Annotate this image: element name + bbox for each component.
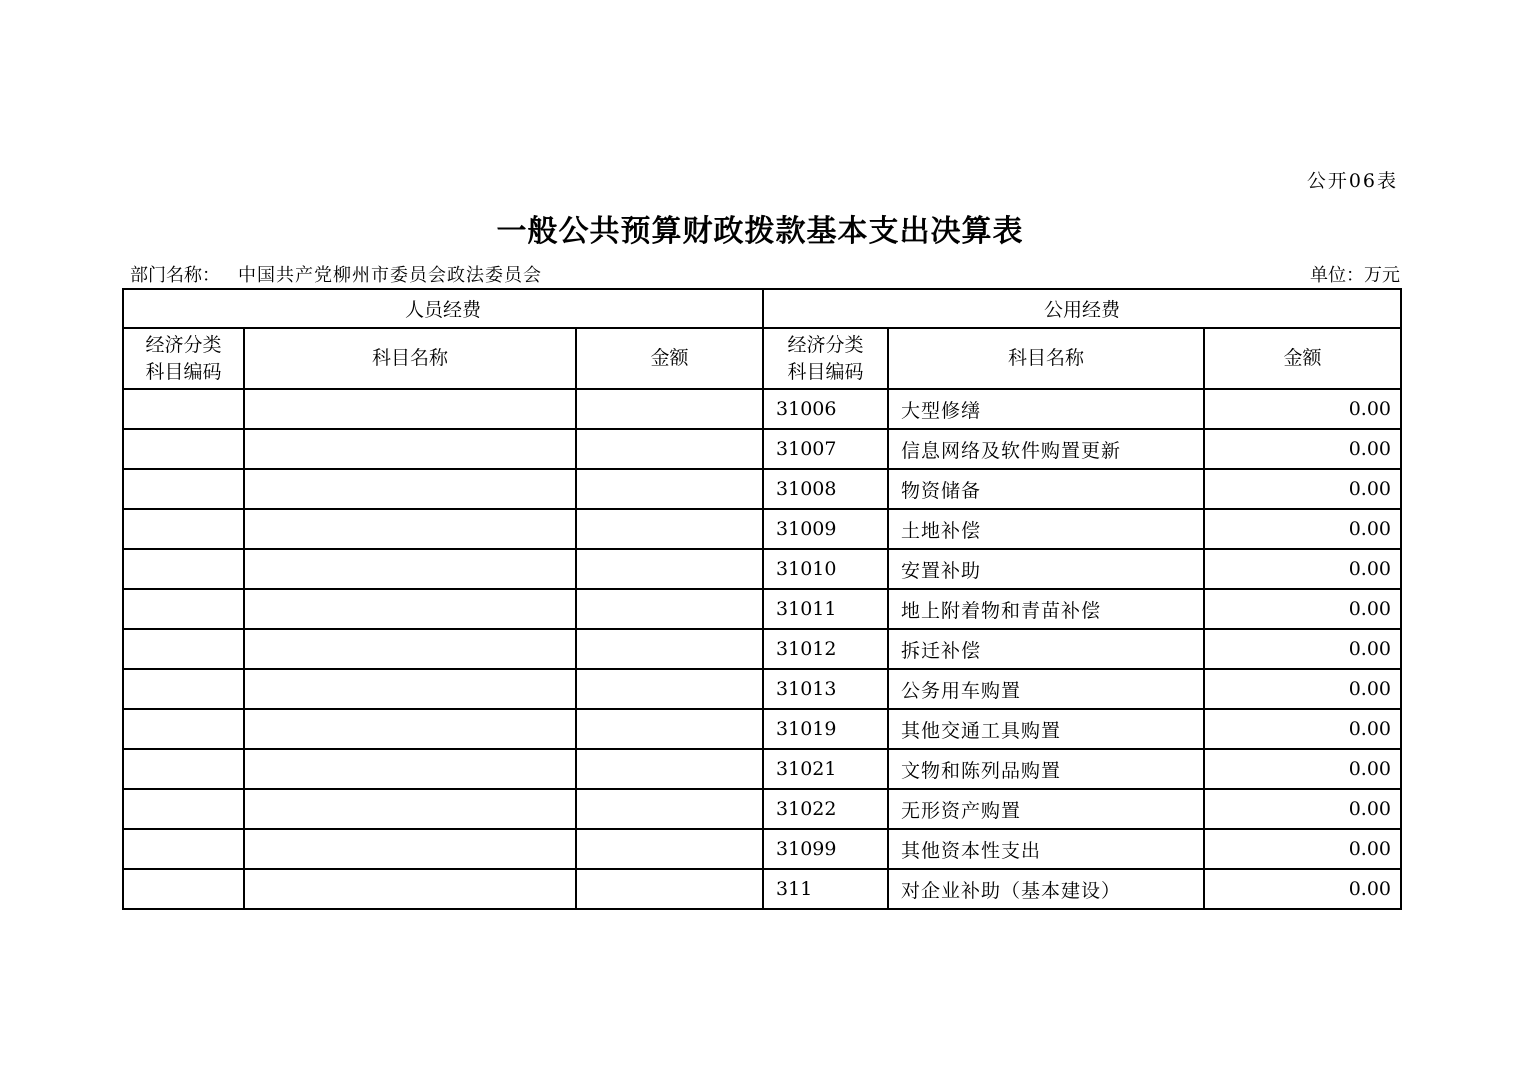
personnel-name-cell bbox=[244, 429, 576, 469]
column-header-row bbox=[123, 328, 1401, 389]
personnel-code-cell bbox=[123, 829, 244, 869]
personnel-code-cell bbox=[123, 629, 244, 669]
public-name-cell: 地上附着物和青苗补偿 bbox=[888, 589, 1204, 629]
personnel-name-cell bbox=[244, 669, 576, 709]
personnel-amount-cell bbox=[576, 549, 763, 589]
public-amount-cell: 0.00 bbox=[1204, 669, 1401, 709]
personnel-code-cell bbox=[123, 509, 244, 549]
personnel-amount-cell bbox=[576, 829, 763, 869]
personnel-amount-cell bbox=[576, 629, 763, 669]
personnel-name-cell bbox=[244, 869, 576, 909]
personnel-name-cell bbox=[244, 709, 576, 749]
public-amount-cell: 0.00 bbox=[1204, 829, 1401, 869]
personnel-name-cell bbox=[244, 549, 576, 589]
personnel-code-cell bbox=[123, 469, 244, 509]
table-row bbox=[123, 629, 1401, 669]
personnel-amount-cell bbox=[576, 429, 763, 469]
col-header-amount-public: 金额 bbox=[1204, 328, 1401, 389]
col-header-amount-personnel: 金额 bbox=[576, 328, 763, 389]
col-header-code-line2: 科目编码 bbox=[145, 360, 222, 383]
personnel-code-cell bbox=[123, 789, 244, 829]
table-row bbox=[123, 669, 1401, 709]
table-header bbox=[123, 289, 1401, 389]
public-name-cell: 无形资产购置 bbox=[888, 789, 1204, 829]
personnel-name-cell bbox=[244, 829, 576, 869]
personnel-name-cell bbox=[244, 629, 576, 669]
personnel-code-cell bbox=[123, 869, 244, 909]
public-amount-cell: 0.00 bbox=[1204, 629, 1401, 669]
public-name-cell: 公务用车购置 bbox=[888, 669, 1204, 709]
personnel-name-cell bbox=[244, 749, 576, 789]
personnel-code-cell bbox=[123, 389, 244, 429]
public-name-cell: 其他交通工具购置 bbox=[888, 709, 1204, 749]
table-row bbox=[123, 429, 1401, 469]
public-name-cell: 物资储备 bbox=[888, 469, 1204, 509]
personnel-amount-cell bbox=[576, 389, 763, 429]
table-row bbox=[123, 469, 1401, 509]
public-name-cell: 土地补偿 bbox=[888, 509, 1204, 549]
personnel-amount-cell bbox=[576, 669, 763, 709]
public-amount-cell: 0.00 bbox=[1204, 789, 1401, 829]
public-code-cell: 31022 bbox=[763, 789, 888, 829]
personnel-code-cell bbox=[123, 749, 244, 789]
unit-label: 单位：万元 bbox=[1310, 265, 1400, 286]
table-row bbox=[123, 749, 1401, 789]
table-row bbox=[123, 789, 1401, 829]
public-amount-cell: 0.00 bbox=[1204, 549, 1401, 589]
personnel-amount-cell bbox=[576, 509, 763, 549]
table-row bbox=[123, 829, 1401, 869]
form-number: 公开06表 bbox=[1306, 170, 1398, 192]
page-title: 一般公共预算财政拨款基本支出决算表 bbox=[496, 214, 1024, 249]
section-header-row bbox=[123, 289, 1401, 328]
personnel-amount-cell bbox=[576, 869, 763, 909]
personnel-code-cell bbox=[123, 669, 244, 709]
public-code-cell: 31006 bbox=[763, 389, 888, 429]
public-amount-cell: 0.00 bbox=[1204, 589, 1401, 629]
public-code-cell: 31008 bbox=[763, 469, 888, 509]
public-code-cell: 31099 bbox=[763, 829, 888, 869]
public-amount-cell: 0.00 bbox=[1204, 469, 1401, 509]
col-header-code-personnel bbox=[123, 328, 244, 389]
table-row bbox=[123, 389, 1401, 429]
col-header-code-line1: 经济分类 bbox=[787, 333, 864, 356]
public-name-cell: 大型修缮 bbox=[888, 389, 1204, 429]
public-code-cell: 31019 bbox=[763, 709, 888, 749]
col-header-code-line2: 科目编码 bbox=[787, 360, 864, 383]
personnel-name-cell bbox=[244, 389, 576, 429]
personnel-code-cell bbox=[123, 429, 244, 469]
public-code-cell: 311 bbox=[763, 869, 888, 909]
personnel-code-cell bbox=[123, 709, 244, 749]
public-code-cell: 31021 bbox=[763, 749, 888, 789]
section-header-public: 公用经费 bbox=[763, 289, 1401, 328]
table-row bbox=[123, 589, 1401, 629]
col-header-code-line1: 经济分类 bbox=[145, 333, 222, 356]
public-code-cell: 31011 bbox=[763, 589, 888, 629]
meta-row bbox=[130, 261, 1400, 287]
personnel-name-cell bbox=[244, 789, 576, 829]
personnel-name-cell bbox=[244, 589, 576, 629]
public-code-cell: 31007 bbox=[763, 429, 888, 469]
budget-table bbox=[122, 288, 1402, 910]
table-body bbox=[123, 389, 1401, 909]
public-name-cell: 信息网络及软件购置更新 bbox=[888, 429, 1204, 469]
personnel-amount-cell bbox=[576, 589, 763, 629]
col-header-name-personnel: 科目名称 bbox=[244, 328, 576, 389]
public-amount-cell: 0.00 bbox=[1204, 429, 1401, 469]
public-name-cell: 文物和陈列品购置 bbox=[888, 749, 1204, 789]
department-value: 中国共产党柳州市委员会政法委员会 bbox=[238, 265, 542, 286]
personnel-code-cell bbox=[123, 589, 244, 629]
table-row bbox=[123, 549, 1401, 589]
table-row bbox=[123, 869, 1401, 909]
public-name-cell: 安置补助 bbox=[888, 549, 1204, 589]
personnel-amount-cell bbox=[576, 709, 763, 749]
personnel-name-cell bbox=[244, 509, 576, 549]
department-label: 部门名称： bbox=[130, 265, 220, 286]
public-code-cell: 31009 bbox=[763, 509, 888, 549]
public-amount-cell: 0.00 bbox=[1204, 749, 1401, 789]
col-header-name-public: 科目名称 bbox=[888, 328, 1204, 389]
table-row bbox=[123, 509, 1401, 549]
col-header-code-public bbox=[763, 328, 888, 389]
personnel-amount-cell bbox=[576, 749, 763, 789]
public-amount-cell: 0.00 bbox=[1204, 869, 1401, 909]
public-name-cell: 对企业补助（基本建设） bbox=[888, 869, 1204, 909]
public-amount-cell: 0.00 bbox=[1204, 509, 1401, 549]
public-code-cell: 31010 bbox=[763, 549, 888, 589]
public-code-cell: 31012 bbox=[763, 629, 888, 669]
personnel-code-cell bbox=[123, 549, 244, 589]
personnel-amount-cell bbox=[576, 469, 763, 509]
table-row bbox=[123, 709, 1401, 749]
personnel-name-cell bbox=[244, 469, 576, 509]
public-amount-cell: 0.00 bbox=[1204, 389, 1401, 429]
department-line bbox=[130, 261, 542, 287]
public-amount-cell: 0.00 bbox=[1204, 709, 1401, 749]
public-code-cell: 31013 bbox=[763, 669, 888, 709]
section-header-personnel: 人员经费 bbox=[123, 289, 763, 328]
public-name-cell: 拆迁补偿 bbox=[888, 629, 1204, 669]
personnel-amount-cell bbox=[576, 789, 763, 829]
public-name-cell: 其他资本性支出 bbox=[888, 829, 1204, 869]
